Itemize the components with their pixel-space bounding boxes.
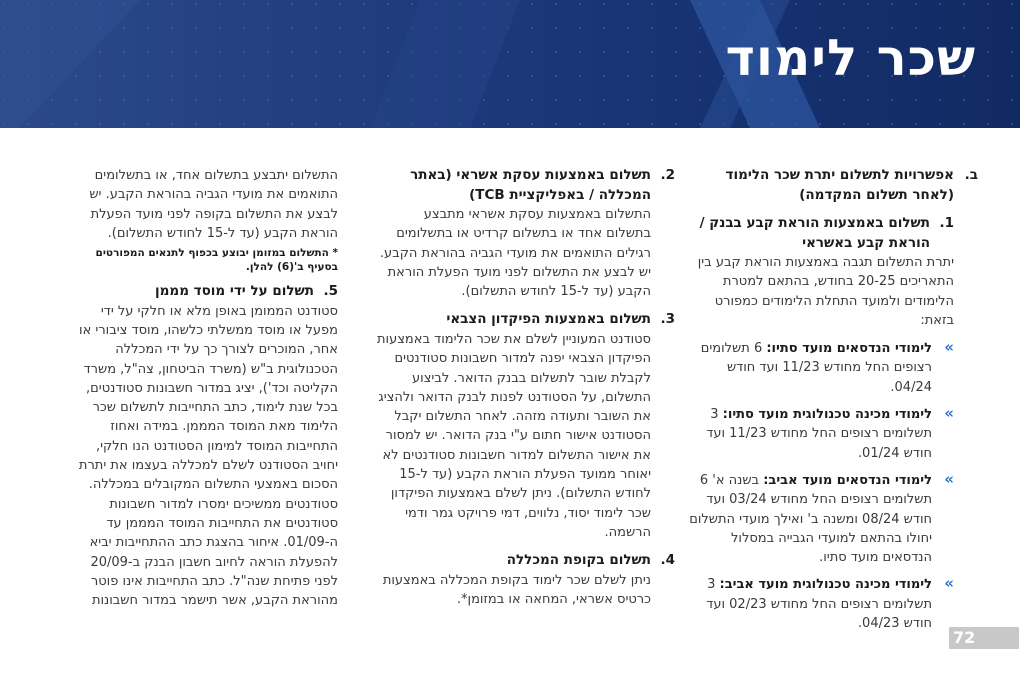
- section-3-number: 3.: [660, 311, 675, 328]
- section-4-continued-text: התשלום יתבצע בתשלום אחד, או בתשלומים התואמים את מועדי הגביה בהוראת הקבע. יש לבצע את התשלום בקופה לפני מועד הפעלת הוראת הקבע (עד ל-15 לחודש התשלום).: [89, 168, 338, 241]
- section-b-number: ב.: [964, 167, 978, 183]
- section-5-text: סטודנט הממומן באופן מלא או חלקי על ידי מפעל או מוסד ממשלתי כלשהו, מוסד ציבורי או אחר, המוכרים לצורך כך על ידי המכללה הטכנולוגית ב"ש (משרד הביטחון, צה"ל, משרד הקליטה וכד'), יציג במדור חשבונות סטודנטים, בכל שנת לימוד, כתב התחייבות לתשלום שכר הלימוד מאת המוסד המממן. במידה ואחוז התחייבות המוסד למימון הסטודנט הנו חלקי, יחויב הסטודנט לשלם למכללה בעצמו את יתרת הסכום באמצעי התשלום המקובלים במכללה. סטודנטים ממשיכים ימסרו למדור חשבונות סטודנטים את התחייבות המוסד המממן עד ה-01/09. איחור בהצגת כתב ההתחייבות יביא להפעלת הוראה לחיוב חשבון הבנק ב-20/09 לפני פתיחת שנה"ל. כתב התחייבות אינו פוטר מהוראת הקבע, אשר תישמר במדור חשבונות: [78, 303, 338, 609]
- bullet-text: בשנה א' 6 תשלומים רצופים החל מחודש 03/24 ועד חודש 08/24 ומשנה ב' ואילך מועדי התשלום יחולו בהתאם למועדי הגבייה במסלול הנדסאים מועד סתיו.: [689, 472, 932, 566]
- section-4-number: 4.: [660, 552, 675, 569]
- section-1-heading: [682, 214, 954, 253]
- section-5-title: תשלום על ידי מוסד מממן: [155, 283, 314, 300]
- section-1-text: יתרת התשלום תגבה באמצעות הוראת קבע בין התאריכים 20-25 בחודש, בהתאם למטרת הלימודים ולמועד התחלת הלימודים כמפורט בזאת:: [697, 255, 954, 328]
- section-1-title: תשלום באמצעות הוראת קבע בבנק / הוראת קבע באשראי: [699, 215, 930, 251]
- section-1-number: 1.: [939, 215, 954, 231]
- chevron-right-icon: »: [944, 404, 954, 423]
- list-item: [682, 575, 954, 633]
- bullet-text: 6 תשלומים רצופים החל מחודש 11/23 ועד חודש 04/24.: [700, 341, 932, 395]
- list-item: [682, 339, 954, 397]
- column-middle: [375, 166, 675, 609]
- page-title: שכר לימוד: [725, 29, 976, 87]
- section-3-title: תשלום באמצעות הפיקדון הצבאי: [446, 311, 651, 328]
- bullet-text: 3 תשלומים רצופים החל מחודש 02/23 ועד חודש 04/23.: [706, 577, 932, 632]
- section-3-text: סטודנט המעוניין לשלם את שכר הלימוד באמצעות הפיקדון הצבאי יפנה למדור חשבונות סטודנטים לקבלת שובר לתשלום בבנק הדואר. לביצוע התשלום, על הסטודנט לפנות לבנק הדואר ולהציג את השובר ותעודה מזהה. לאחר התשלום יקבל הסטודנט אישור חתום ע"י בנק הדואר. יש למסור את אישור התשלום למדור חשבונות סטודנטים לא יאוחר ממועד הפעלת הוראת הקבע (עד ל-15 לחודש התשלום). ניתן לשלם באמצעות הפיקדון שכר לימוד יסוד, נלווים, דמי פרויקט גמר ודמי הרשמה.: [377, 331, 651, 540]
- chevron-right-icon: »: [944, 338, 954, 357]
- bullet-text: 3 תשלומים רצופים החל מחודש 11/23 ועד חודש 01/24.: [706, 407, 932, 461]
- bullet-label: לימודי הנדסאים מועד סתיו:: [766, 341, 932, 357]
- section-3-heading: [375, 310, 675, 330]
- column-right: [682, 166, 978, 641]
- section-4-title: תשלום בקופת המכללה: [506, 552, 651, 569]
- section-4-heading: [375, 551, 675, 571]
- section-b-heading: [682, 166, 978, 205]
- header-banner: [0, 0, 1020, 128]
- section-4-text: ניתן לשלם שכר לימוד בקופת המכללה באמצעות כרטיס אשראי, המחאה או במזומן*.: [382, 572, 651, 608]
- column-left: [68, 166, 338, 610]
- section-2-text: התשלום באמצעות עסקת אשראי מתבצע בתשלום אחד או בתשלום קרדיט או בתשלומים רגילים התואמים את מועדי הגביה בהוראת הקבע. יש לבצע את התשלום לפני מועד הפעלת הוראת הקבע (עד ל-15 לחודש התשלום).: [379, 207, 651, 300]
- section-5-number: 5.: [323, 283, 338, 300]
- bullet-label: לימודי הנדסאים מועד אביב:: [763, 472, 932, 488]
- section-5-heading: [68, 282, 338, 302]
- page-number-tab: [949, 627, 1019, 649]
- bullet-label: לימודי מכינה טכנולוגית מועד אביב:: [719, 577, 932, 593]
- bullet-label: לימודי מכינה טכנולוגית מועד סתיו:: [722, 407, 932, 423]
- list-item: [682, 471, 954, 567]
- page-number: 72: [953, 628, 976, 647]
- section-2-number: 2.: [660, 167, 675, 183]
- section-b-title: אפשרויות לתשלום יתרת שכר הלימוד (לאחר תשלום המקדמה): [725, 167, 954, 203]
- list-item: [682, 405, 954, 463]
- section-2-heading: [375, 166, 675, 205]
- cash-payment-note: * התשלום במזומן יבוצע בכפוף לתנאים המפורטים בסעיף ב'(6) להלן.: [95, 247, 338, 274]
- chevron-right-icon: »: [944, 574, 954, 593]
- section-2-title: תשלום באמצעות עסקת אשראי (באתר המכללה / באפליקציית TCB): [410, 167, 651, 203]
- chevron-right-icon: »: [944, 469, 954, 488]
